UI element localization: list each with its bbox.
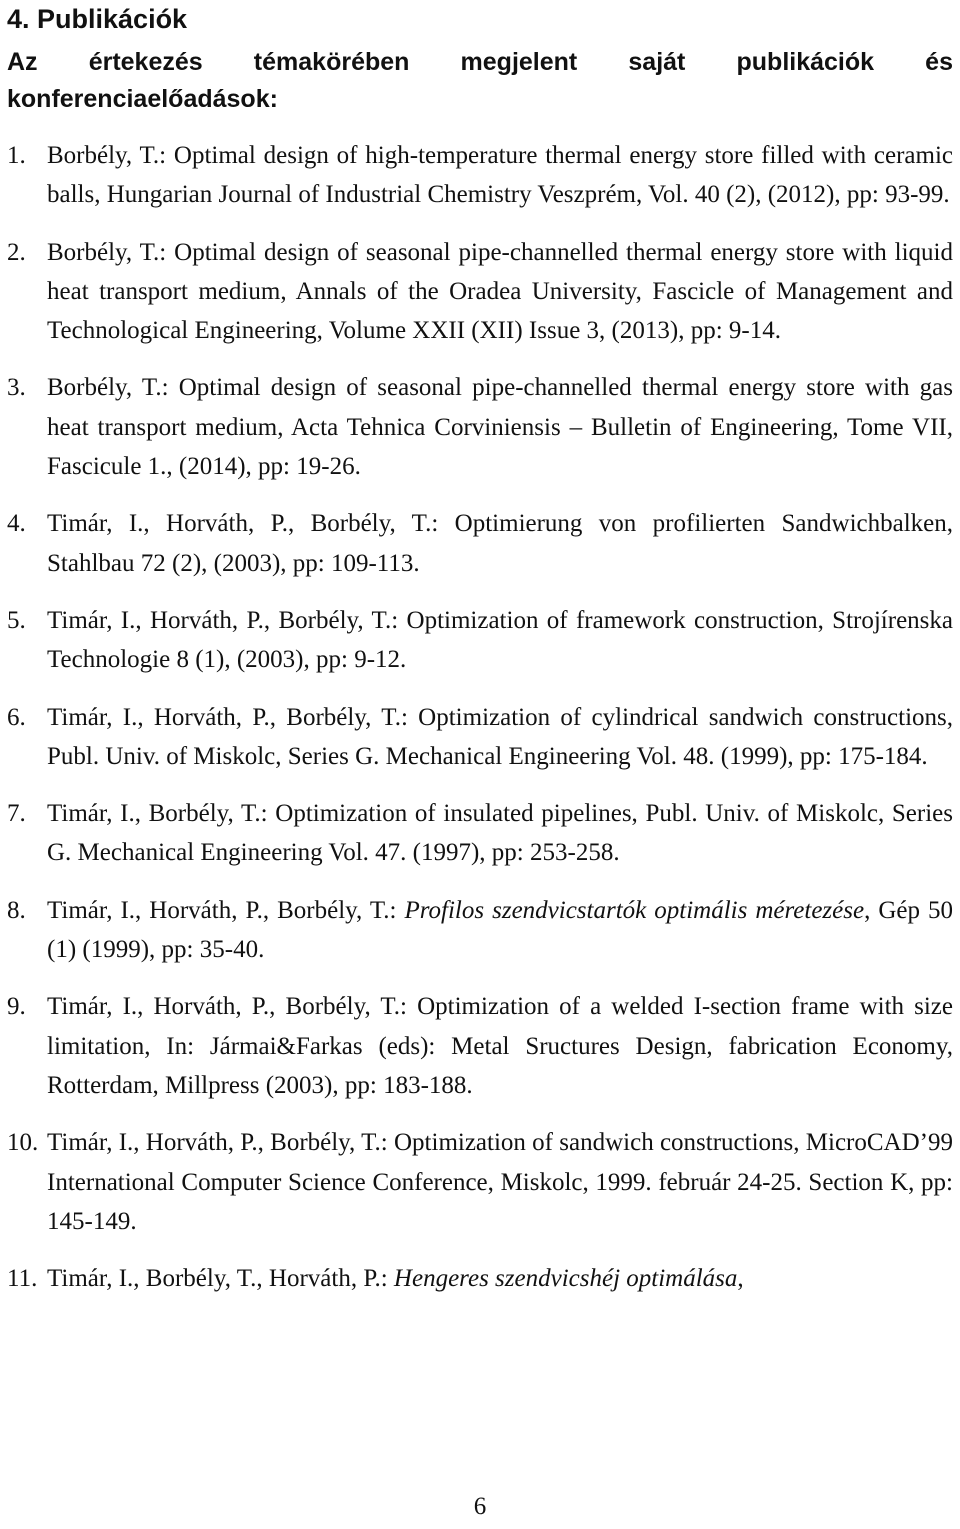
publication-title-italic: Profilos szendvicstartók optimális méretezése xyxy=(404,896,865,924)
publication-text: Borbély, T.: Optimal design of seasonal pipe-channelled thermal energy store with liquid heat transport medium, Annals of the Oradea University, Fascicle of Management and Technological Engineering, Volume XXII (XII) Issue 3, (2013), pp: 9-14. xyxy=(47,238,953,345)
publication-item xyxy=(7,794,953,873)
page-number: 6 xyxy=(473,1493,487,1520)
publication-number: 6. xyxy=(7,703,26,731)
publication-number: 1. xyxy=(7,142,26,169)
publication-number: 3. xyxy=(7,374,26,402)
publication-title-italic: Hengeres szendvicshéj optimálása xyxy=(393,1265,738,1293)
publication-number: 9. xyxy=(7,993,26,1021)
publication-text xyxy=(47,1259,953,1298)
publication-text: Timár, I., Horváth, P., Borbély, T.: Optimization of sandwich constructions, MicroCAD’99 International Computer Science Conference, Miskolc, 1999. február 24-25. Section K, pp: 145-149. xyxy=(47,1129,953,1235)
publication-number: 8. xyxy=(7,896,26,924)
publication-authors: Timár, I., Horváth, P., Borbély, T.: xyxy=(47,896,405,924)
publication-item xyxy=(7,1259,953,1298)
publication-text: Borbély, T.: Optimal design of seasonal pipe-channelled thermal energy store with gas heat transport medium, Acta Tehnica Corviniensis – Bulletin of Engineering, Tome VII, Fascicule 1., (2014), pp: 19-26. xyxy=(47,374,953,481)
publication-item xyxy=(7,891,953,970)
publication-number: 4. xyxy=(7,510,26,538)
publication-item xyxy=(7,601,953,680)
publication-number: 5. xyxy=(7,606,26,634)
publication-item xyxy=(7,987,953,1105)
publication-item xyxy=(7,698,953,777)
publication-text: Timár, I., Horváth, P., Borbély, T.: Optimierung von profilierten Sandwichbalken, Stahlbau 72 (2), (2003), pp: 109-113. xyxy=(47,510,953,577)
publication-source: , Gép 50 (1) (1999), pp: 35-40. xyxy=(47,896,953,964)
publication-item xyxy=(7,504,953,583)
publication-text: Timár, I., Horváth, P., Borbély, T.: Optimization of a welded I-section frame with size limitation, In: Jármai&Farkas (eds): Metal Sructures Design, fabrication Economy, Rotterdam, Millpress (2003), pp: 183-188. xyxy=(47,993,953,1099)
publication-list xyxy=(7,136,953,1298)
publication-number: 7. xyxy=(7,800,26,828)
publication-item xyxy=(7,136,953,215)
section-title: 4. Publikációk xyxy=(7,4,188,34)
document-page xyxy=(7,0,953,1316)
publication-number: 2. xyxy=(7,238,26,266)
publication-item xyxy=(7,1123,953,1241)
publication-text: Timár, I., Horváth, P., Borbély, T.: Optimization of framework construction, Strojírenska Technologie 8 (1), (2003), pp: 9-12. xyxy=(47,606,953,674)
publication-number: 11. xyxy=(7,1265,38,1293)
publication-authors: Timár, I., Borbély, T., Horváth, P.: xyxy=(47,1265,394,1293)
publication-number: 10. xyxy=(7,1129,39,1157)
publication-item xyxy=(7,233,953,351)
section-subtitle: Az értekezés témakörében megjelent saját publikációk és konferenciaelőadások: xyxy=(7,48,953,113)
publication-text xyxy=(47,891,953,970)
publication-source: , xyxy=(737,1265,744,1293)
publication-text: Timár, I., Borbély, T.: Optimization of insulated pipelines, Publ. Univ. of Miskolc, Series G. Mechanical Engineering Vol. 47. (1997), pp: 253-258. xyxy=(47,800,953,867)
publication-text: Timár, I., Horváth, P., Borbély, T.: Optimization of cylindrical sandwich constructions, Publ. Univ. of Miskolc, Series G. Mechanical Engineering Vol. 48. (1999), pp: 175-184. xyxy=(47,703,953,770)
publication-item xyxy=(7,368,953,486)
publication-text: Borbély, T.: Optimal design of high-temperature thermal energy store filled with ceramic balls, Hungarian Journal of Industrial Chemistry Veszprém, Vol. 40 (2), (2012), pp: 93-99. xyxy=(47,142,953,209)
